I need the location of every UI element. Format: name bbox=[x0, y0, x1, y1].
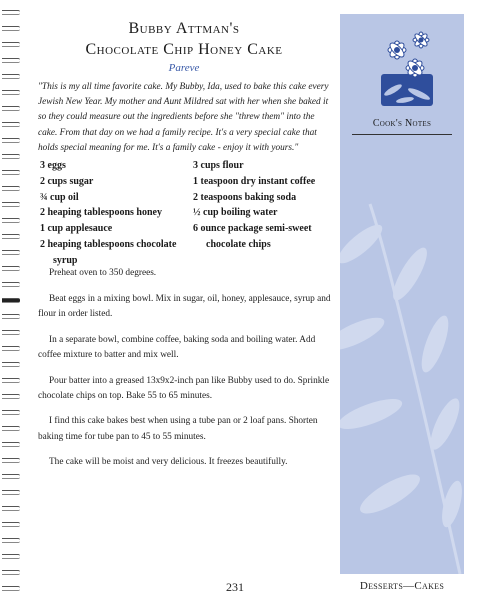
binding-coil bbox=[2, 330, 20, 335]
recipe-directions bbox=[38, 266, 338, 481]
ingredient-item: 2 cups sugar bbox=[40, 175, 94, 187]
binding-coil bbox=[2, 570, 20, 575]
binding-coil bbox=[2, 234, 20, 239]
direction-step: I find this cake bakes best when using a tube pan or 2 loaf pans. Shorten baking time for tube pan to 45 to 55 minutes. bbox=[38, 416, 318, 442]
binding-coil bbox=[2, 58, 20, 63]
spiral-binding bbox=[0, 0, 24, 612]
binding-coil bbox=[2, 426, 20, 431]
binding-coil bbox=[2, 554, 20, 559]
ingredients-right bbox=[193, 158, 338, 253]
binding-coil bbox=[2, 122, 20, 127]
flower-illustration bbox=[375, 26, 443, 110]
binding-coil bbox=[2, 218, 20, 223]
direction-step: Pour batter into a greased 13x9x2-inch pan like Bubby used to do. Sprinkle chocolate chips on top. Bake 55 to 65 minutes. bbox=[38, 375, 330, 401]
title-line-2: Chocolate Chip Honey Cake bbox=[85, 41, 283, 58]
ingredient-item: ¾ cup oil bbox=[40, 191, 79, 203]
binding-coil bbox=[2, 474, 20, 479]
ingredient-item: 1 teaspoon dry instant coffee bbox=[193, 175, 316, 187]
ingredient-item: 1 cup applesauce bbox=[40, 223, 113, 235]
direction-step: Beat eggs in a mixing bowl. Mix in sugar, oil, honey, applesauce, syrup and flour in order listed. bbox=[38, 293, 331, 319]
binding-coil bbox=[2, 26, 20, 31]
binding-coil bbox=[2, 522, 20, 527]
binding-coil bbox=[2, 186, 20, 191]
binding-coil bbox=[2, 282, 20, 287]
direction-step: The cake will be moist and very delicious. It freezes beautifully. bbox=[49, 457, 288, 468]
direction-step: In a separate bowl, combine coffee, baking soda and boiling water. Add coffee mixture to batter and mix well. bbox=[38, 334, 316, 360]
title-line-1: Bubby Attman's bbox=[128, 20, 240, 37]
binding-coil bbox=[2, 90, 20, 95]
binding-coil bbox=[2, 154, 20, 159]
binding-coil bbox=[2, 458, 20, 463]
ingredient-item: 3 eggs bbox=[40, 160, 66, 171]
ingredient-item-continued: chocolate chips bbox=[206, 238, 271, 250]
cooks-notes-heading: Cook's Notes bbox=[372, 118, 432, 129]
binding-coil bbox=[2, 394, 20, 399]
binding-coil bbox=[2, 586, 20, 591]
binding-coil bbox=[2, 10, 20, 15]
cooks-notes-divider bbox=[352, 134, 452, 135]
recipe-title bbox=[34, 18, 334, 60]
binding-coil bbox=[2, 266, 20, 271]
binding-coil bbox=[2, 106, 20, 111]
binding-coil bbox=[2, 490, 20, 495]
section-footer: Desserts—Cakes bbox=[359, 580, 445, 592]
binding-coil bbox=[2, 506, 20, 511]
recipe-subtitle: Pareve bbox=[168, 62, 200, 74]
binding-coil bbox=[2, 138, 20, 143]
binding-coil bbox=[2, 250, 20, 255]
binding-coil bbox=[2, 314, 20, 319]
ingredient-item: 3 cups flour bbox=[193, 160, 244, 171]
binding-coil bbox=[2, 298, 20, 303]
ingredient-item: ½ cup boiling water bbox=[193, 207, 278, 219]
binding-coil bbox=[2, 362, 20, 367]
ingredient-item: 2 heaping tablespoons chocolate bbox=[40, 238, 177, 250]
binding-coil bbox=[2, 538, 20, 543]
binding-coil bbox=[2, 346, 20, 351]
ingredient-item-continued: syrup bbox=[53, 254, 78, 266]
binding-coil bbox=[2, 42, 20, 47]
binding-coil bbox=[2, 170, 20, 175]
ingredients-left bbox=[40, 158, 192, 269]
page-number: 231 bbox=[226, 580, 244, 594]
recipe-intro: "This is my all time favorite cake. My Bubby, Ida, used to bake this cake every Jewish New Year. My mother and Aunt Mildred sat with her when she baked it so they could measure out the ingredients before she "threw them" into the cake. From that day on we had a family recipe. It's a very special cake that holds special meaning for me. It's a family cake - enjoy it with yours." bbox=[38, 82, 329, 153]
ingredient-item: 2 heaping tablespoons honey bbox=[40, 207, 162, 219]
ingredient-item: 2 teaspoons baking soda bbox=[193, 191, 297, 203]
binding-coil bbox=[2, 74, 20, 79]
direction-step: Preheat oven to 350 degrees. bbox=[49, 268, 157, 278]
binding-coil bbox=[2, 442, 20, 447]
binding-coil bbox=[2, 202, 20, 207]
binding-coil bbox=[2, 378, 20, 383]
binding-coil bbox=[2, 410, 20, 415]
ingredient-item: 6 ounce package semi-sweet bbox=[193, 223, 312, 235]
